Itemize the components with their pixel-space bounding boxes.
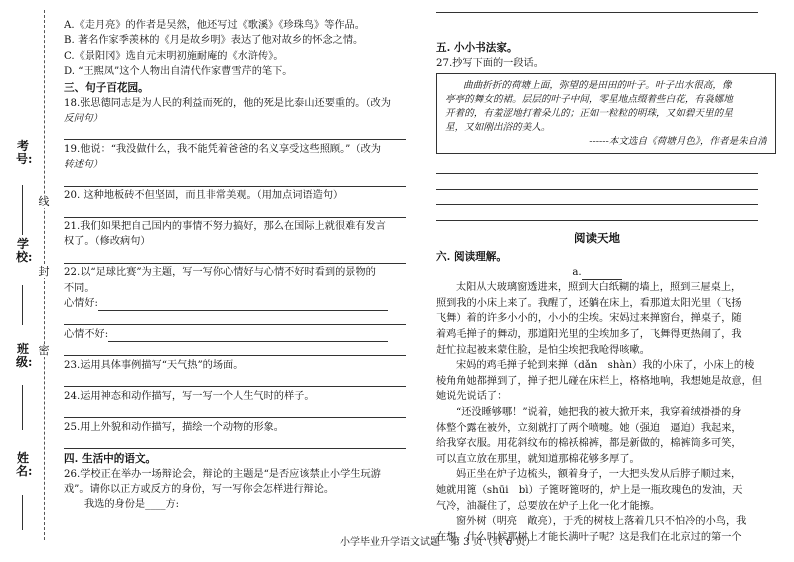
article-line: 太阳从大玻璃窗透进来，照到大白纸糊的墙上，照到三屉桌上， (456, 282, 742, 294)
q19-answer-line[interactable] (64, 173, 406, 187)
school-label: 学校: (16, 237, 33, 264)
q24-answer-line[interactable] (64, 404, 406, 418)
school-field[interactable] (22, 285, 23, 325)
article-title-row (436, 265, 758, 280)
article-line: 可以直立放在那里，就知道那棉花够多厚了。 (436, 453, 640, 465)
article-title-blank[interactable] (582, 269, 622, 280)
class-label: 班级: (16, 342, 33, 369)
passage-source: ------本文选自《荷塘月色》，作者是朱自清 (589, 136, 767, 148)
q23-answer-line[interactable] (64, 373, 406, 387)
q22-good-answer[interactable] (98, 300, 388, 311)
left-column (64, 18, 406, 513)
exam-number-label: 考号: (16, 139, 33, 166)
option-a: A.《走月亮》的作者是吴然，他还写过《歌溪》《珍珠鸟》等作品。 (64, 20, 365, 31)
section-6-title: 六. 阅读理解。 (436, 250, 507, 263)
passage-line: 星，又如刚出浴的美人。 (445, 122, 551, 134)
article-line: 窗外树（明亮 敞亮），于秃的树枝上落着几只不怕冷的小鸟，我 (456, 516, 747, 528)
page-footer: 小学毕业升学语文试题 第 3 页（共 6 页） (340, 537, 536, 548)
q25-text: 25.用上外貌和动作描写，描绘一个动物的形象。 (64, 421, 284, 433)
q22-text: 22.以“足球比赛”为主题，写一写你心情好与心情不好时看到的景物的 (64, 267, 376, 279)
q22-bad-row (64, 327, 406, 342)
section-4-title: 四. 生活中的语文。 (64, 452, 157, 465)
cut-mark-xian: 线 (38, 195, 50, 208)
cut-mark-mi: 密 (38, 344, 50, 357)
q22-text-cont: 不同。 (64, 282, 95, 294)
q27-text: 27.抄写下面的一段话。 (436, 58, 544, 69)
q21-text: 21.我们如果把自己国内的事情不努力搞好，那么在国际上就很难有发言 (64, 221, 386, 233)
article-line: 赶忙拉起被来蒙住脸，是怕尘埃把我呛得咳嗽。 (436, 344, 650, 356)
article-line: 体整个露在被外，立刻就打了两个喷嚏。她（强迫 逼迫）我起来， (436, 422, 742, 434)
name-label: 姓名: (16, 451, 33, 478)
option-d: D. “王熙凤”这个人物出自清代作家曹雪芹的笔下。 (64, 66, 293, 78)
article-line: 棱角角她都掸到了，掸子把儿碰在床栏上，格格地响，我想她是故意，但 (436, 375, 762, 387)
q24-text: 24.运用神态和动作描写，写一写一个人生气时的样子。 (64, 390, 315, 402)
q19-text: 19.他说：“我没做什么，我不能凭着爸爸的名义享受这些照顾。”（改为 (64, 143, 381, 155)
section-5-title: 五. 小小书法家。 (436, 42, 518, 54)
copy-passage-box (436, 73, 776, 154)
q18-instruction: 反问句） (64, 112, 103, 124)
q25-answer-line[interactable] (64, 435, 406, 449)
q22-bad-answer-line2[interactable] (64, 342, 406, 356)
option-b: B. 著名作家季羡林的《月是故乡明》表达了他对故乡的怀念之情。 (64, 35, 364, 47)
article-line: 飞舞）着的许多小小的，小小的尘埃。宋妈过来掸窗台，掸桌子，随 (436, 313, 742, 325)
article-line: 气冷，油凝住了，总要放在炉子上化一化才能擦。 (436, 500, 661, 512)
copy-answer-line[interactable] (436, 176, 758, 190)
q19-instruction: 转述句） (64, 159, 103, 171)
passage-line: 亭亭的舞女的裙。层层的叶子中间，零星地点缀着些白花，有袅娜地 (445, 94, 733, 106)
article-line: 宋妈的鸡毛掸子轮到来掸（dǎn shàn）我的小床了，小床上的棱 (456, 360, 755, 372)
article-line: 给我穿衣服。用花斜纹布的棉袄棉裤，都是新做的，棉裤筒多可笑， (436, 438, 742, 450)
article-line: 着鸡毛掸子的舞动，那道阳光里的尘埃加多了，飞舞得更热闹了，我 (436, 329, 742, 341)
q21-answer-line[interactable] (64, 250, 406, 264)
q22-bad-label: 心情不好: (64, 328, 109, 340)
class-field[interactable] (22, 385, 23, 430)
q18-text: 18.张思德同志是为人民的利益而死的，他的死是比泰山还要重的。（改为 (64, 97, 391, 109)
copy-answer-line[interactable] (436, 160, 758, 174)
q22-good-row (64, 296, 406, 311)
q22-bad-answer[interactable] (108, 331, 388, 342)
copy-answer-line[interactable] (436, 207, 758, 221)
q26-identity: 我选的身份是____方: (84, 499, 180, 511)
q22-good-label: 心情好: (64, 298, 98, 310)
q21-text-cont: 权了。（修改病句） (64, 236, 151, 248)
name-field[interactable] (22, 495, 23, 530)
article-label: a. (572, 266, 582, 278)
passage-line: 曲曲折折的荷塘上面，弥望的是田田的叶子。叶子出水很高，像 (463, 80, 732, 92)
reading-section-title: 阅读天地 (574, 230, 620, 245)
article-line: “还没睡够哪！”说着，她把我的被大掀开来，我穿着绒褂褂的身 (456, 407, 742, 419)
right-column (436, 40, 776, 545)
copy-answer-line[interactable] (436, 191, 758, 205)
right-top-rule (436, 12, 758, 13)
q20-answer-line[interactable] (64, 204, 406, 218)
q22-good-answer-line2[interactable] (64, 311, 406, 325)
article-line: 照到我的小床上来了。我醒了，还躺在床上，看那道太阳光里（飞扬 (436, 297, 742, 309)
binding-strip (0, 0, 58, 562)
article-line: 她就用篦（shūi bì）子篦呀篦呀的，炉上是一瓶玫瑰色的发油，天 (436, 485, 743, 496)
article-body (436, 280, 776, 545)
exam-number-field[interactable] (22, 185, 23, 235)
q20-text: 20. 这种地板砖不但坚固，而且非常美观。（用加点词语造句） (64, 190, 344, 202)
q23-text: 23.运用具体事例描写“天气热”的场面。 (64, 359, 244, 371)
option-c: C.《景阳冈》选自元末明初施耐庵的《水浒传》。 (64, 50, 284, 62)
passage-line: 开着的，有羞涩地打着朵儿的；正如一粒粒的明珠，又如碧天里的星 (445, 108, 733, 120)
article-line: 妈正坐在炉子边梳头，额着身子，一大把头发从后脖子顺过来， (456, 469, 742, 481)
article-line: 她说先说话了： (436, 391, 508, 403)
cut-mark-feng: 封 (38, 265, 50, 278)
q26-text: 26.学校正在举办一场辩论会，辩论的主题是“是否应该禁止小学生玩游 (64, 468, 381, 480)
q26-text-cont: 戏”。请你以正方或反方的身份，写一写你会怎样进行辩论。 (64, 483, 335, 495)
article-line: 在想，什么时候那树上才能长满叶子呢？这是我们在北京过的第一个 (436, 531, 742, 543)
section-3-title: 三、句子百花园。 (64, 81, 149, 94)
q18-answer-line[interactable] (64, 126, 406, 140)
